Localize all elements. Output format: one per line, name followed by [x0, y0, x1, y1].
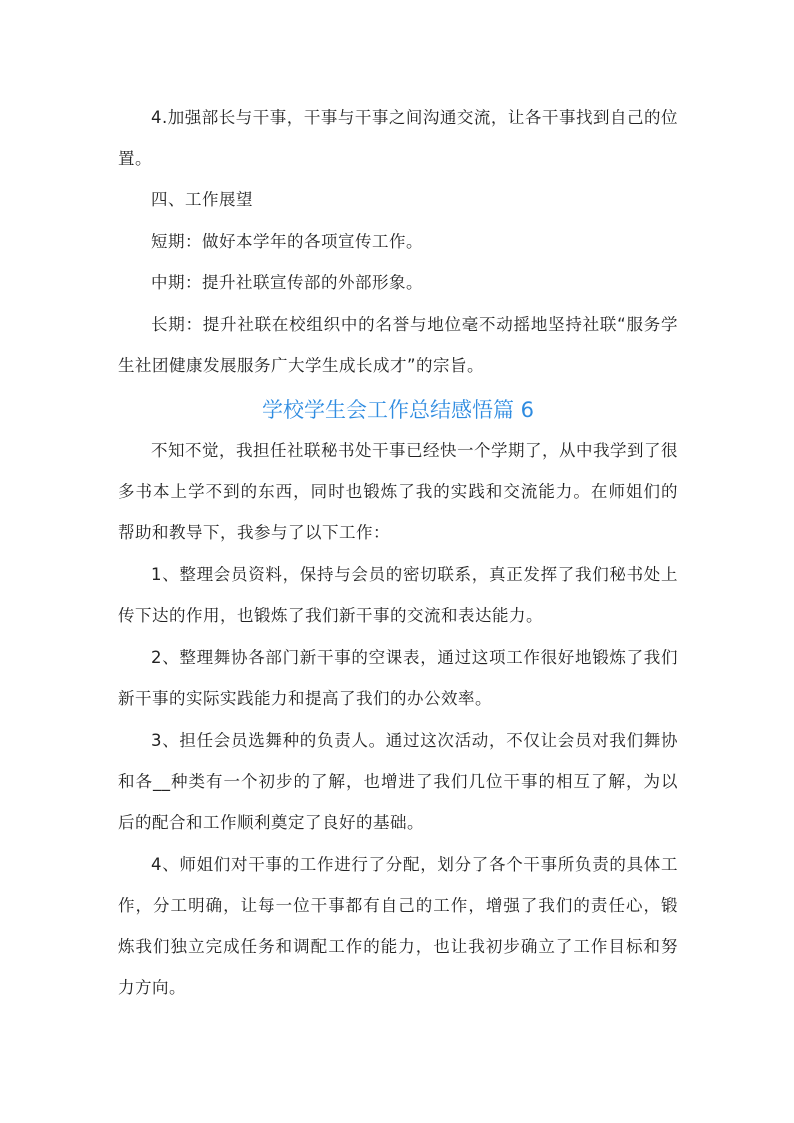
list-item-4: 4、师姐们对干事的工作进行了分配，划分了各个干事所负责的具体工作，分工明确，让每一位干事都有自己的工作，增强了我们的责任心，锻炼我们独立完成任务和调配工作的能力，也让我初步确立了工作目标和努力方向。 [118, 855, 678, 997]
paragraph-intro: 不知不觉，我担任社联秘书处干事已经快一个学期了，从中我学到了很多书本上学不到的东西，同时也锻炼了我的实践和交流能力。在师姐们的帮助和教导下，我参与了以下工作： [118, 441, 678, 542]
paragraph-mid-term: 中期：提升社联宣传部的外部形象。 [151, 273, 423, 292]
paragraph-short-term: 短期：做好本学年的各项宣传工作。 [151, 232, 423, 251]
section-heading-outlook: 四、工作展望 [151, 190, 253, 209]
list-item-2: 2、整理舞协各部门新干事的空课表，通过这项工作很好地锻炼了我们新干事的实际实践能力和提高了我们的办公效率。 [118, 648, 678, 708]
list-item-3: 3、担任会员选舞种的负责人。通过这次活动，不仅让会员对我们舞协和各__种类有一个初步的了解，也增进了我们几位干事的相互了解，为以后的配合和工作顺利奠定了良好的基础。 [118, 731, 678, 832]
paragraph-long-term: 长期：提升社联在校组织中的名誉与地位毫不动摇地坚持社联“服务学生社团健康发展服务广大学生成长成才”的宗旨。 [118, 315, 678, 375]
article-title: 学校学生会工作总结感悟篇 6 [261, 398, 535, 422]
list-item-1: 1、整理会员资料，保持与会员的密切联系，真正发挥了我们秘书处上传下达的作用，也锻炼了我们新干事的交流和表达能力。 [118, 565, 678, 625]
paragraph-strengthen-communication: 4.加强部长与干事，干事与干事之间沟通交流，让各干事找到自己的位置。 [118, 108, 678, 168]
